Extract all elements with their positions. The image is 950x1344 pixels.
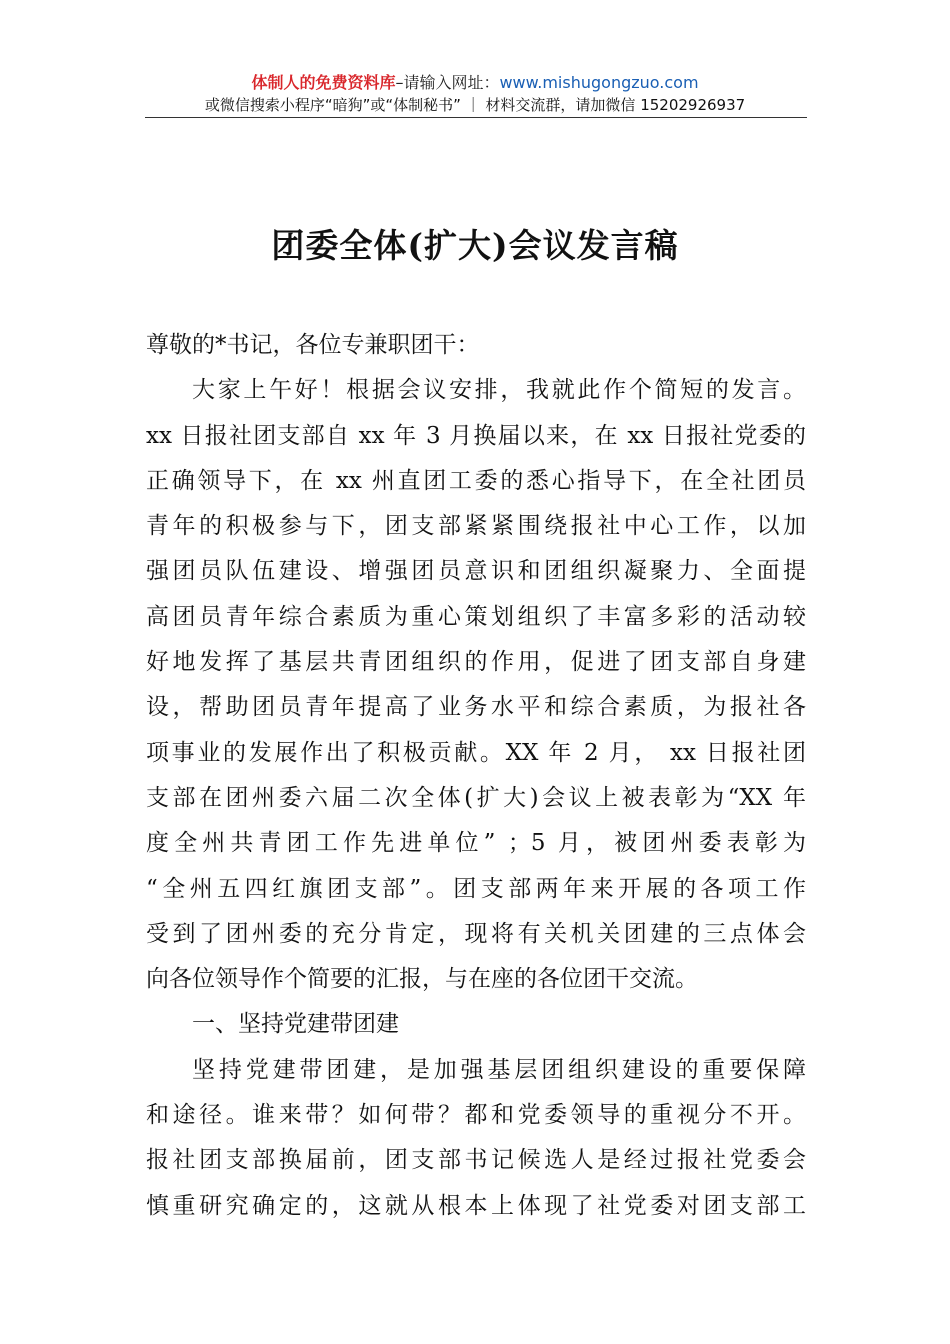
header-divider xyxy=(145,117,807,118)
body-line: 强团员队伍建设、增强团员意识和团组织凝聚力、全面提 xyxy=(146,558,806,585)
body-line: 青年的积极参与下，团支部紧紧围绕报社中心工作，以加 xyxy=(146,513,806,540)
document-body xyxy=(146,323,806,1229)
body-line: 报社团支部换届前，团支部书记候选人是经过报社党委会 xyxy=(146,1147,806,1174)
salutation-line: 尊敬的*书记，各位专兼职团干： xyxy=(146,332,480,358)
header-url-link[interactable]: www.mishugongzuo.com xyxy=(499,73,699,92)
header-prompt: –请输入网址： xyxy=(395,73,500,92)
body-line: 向各位领导作个简要的汇报，与在座的各位团干交流。 xyxy=(146,966,698,993)
document-title: 团委全体(扩大)会议发言稿 xyxy=(271,226,679,265)
header-line-1 xyxy=(145,72,805,94)
body-line: xx 日报社团支部自 xx 年 3 月换届以来，在 xx 日报社党委的 xyxy=(146,422,806,449)
body-line: 和途径。谁来带？如何带？都和党委领导的重视分不开。 xyxy=(146,1102,806,1129)
body-line: 正确领导下，在 xx 州直团工委的悉心指导下，在全社团员 xyxy=(146,467,806,494)
body-line: 度全州共青团工作先进单位” ；5 月，被团州委表彰为 xyxy=(146,830,806,857)
body-line: 好地发挥了基层共青团组织的作用，促进了团支部自身建 xyxy=(146,649,806,676)
section-heading: 一、坚持党建带团建 xyxy=(192,1011,399,1038)
body-line: 设，帮助团员青年提高了业务水平和综合素质，为报社各 xyxy=(146,694,806,721)
body-line: 高团员青年综合素质为重心策划组织了丰富多彩的活动较 xyxy=(146,603,806,630)
header-line-2: 或微信搜索小程序“暗狗”或“体制秘书” ｜ 材料交流群，请加微信 15202926937 xyxy=(204,96,746,114)
body-line: 项事业的发展作出了积极贡献。XX 年 2 月， xx 日报社团 xyxy=(146,739,806,766)
body-line: 受到了团州委的充分肯定，现将有关机关团建的三点体会 xyxy=(146,920,806,947)
page-header xyxy=(145,72,805,116)
body-line: 慎重研究确定的，这就从根本上体现了社党委对团支部工 xyxy=(146,1192,806,1219)
body-line: 坚持党建带团建，是加强基层团组织建设的重要保障 xyxy=(192,1056,806,1083)
body-line: “全州五四红旗团支部”。团支部两年来开展的各项工作 xyxy=(146,875,806,902)
body-line: 支部在团州委六届二次全体(扩大)会议上被表彰为“XX 年 xyxy=(146,784,806,811)
body-line: 大家上午好！根据会议安排，我就此作个简短的发言。 xyxy=(192,377,806,404)
header-brand: 体制人的免费资料库 xyxy=(251,73,396,92)
